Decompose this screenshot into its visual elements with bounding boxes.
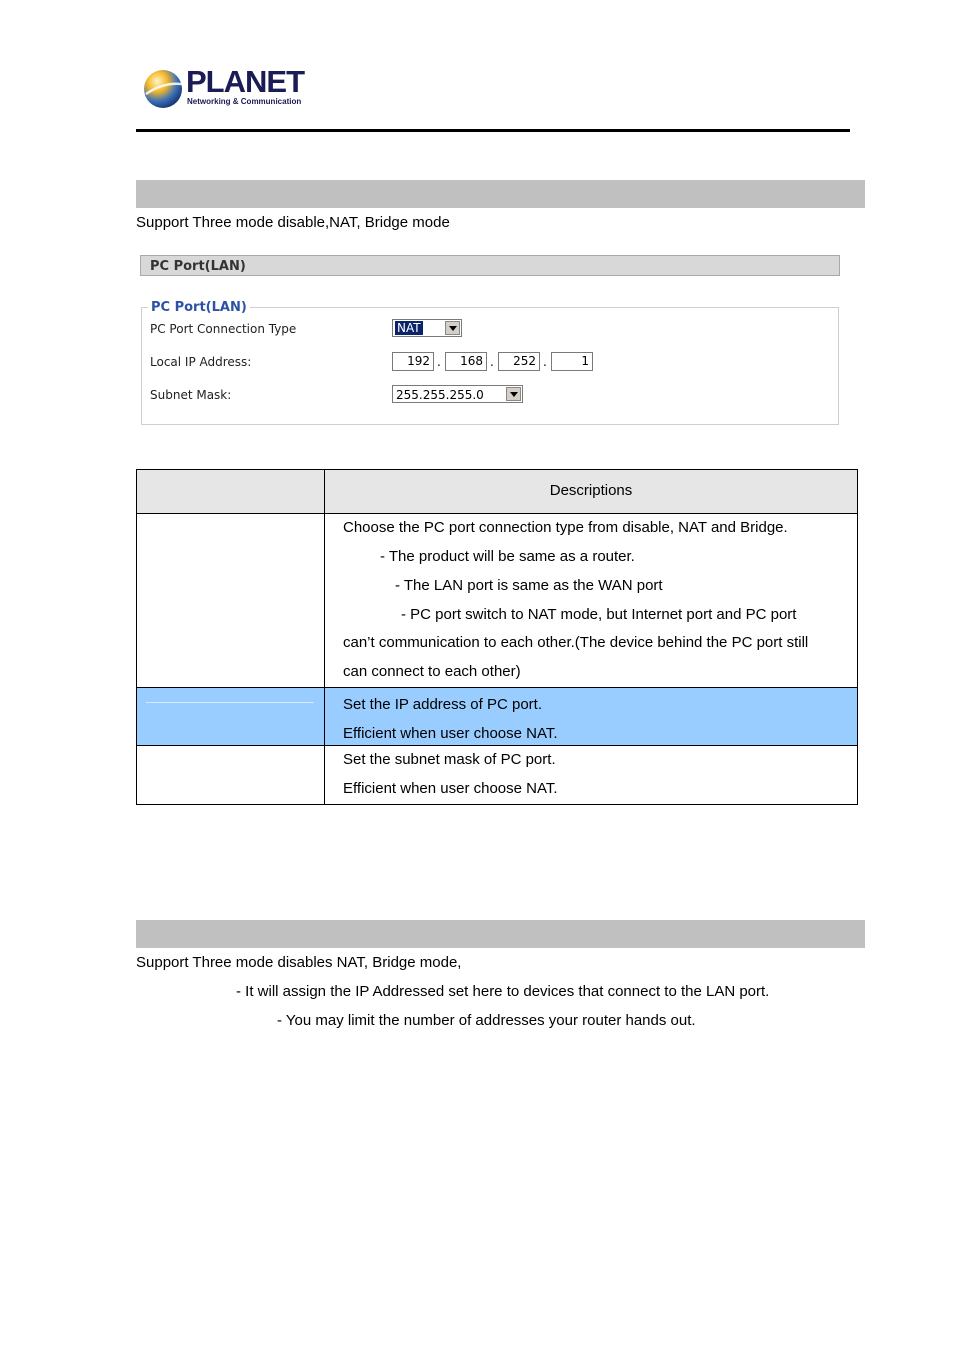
ip-octet-4[interactable]: 1: [551, 352, 593, 371]
table-border-top: [136, 469, 858, 470]
brand-name: PLANET: [186, 64, 304, 99]
section-heading-bar: [136, 920, 865, 948]
panel-title: PC Port(LAN): [140, 255, 840, 276]
connection-type-value: NAT: [397, 321, 421, 335]
section-intro: Support Three mode disable,NAT, Bridge mode: [136, 214, 450, 231]
table-column-divider: [324, 469, 325, 805]
table-border: [136, 513, 858, 514]
table-border-right: [857, 469, 858, 805]
section-text-line: - You may limit the number of addresses your router hands out.: [277, 1012, 696, 1029]
table-cell-line: - The product will be same as a router.: [380, 548, 635, 565]
section-text-line: - It will assign the IP Addressed set here to devices that connect to the LAN port.: [236, 983, 770, 1000]
table-cell-line: - The LAN port is same as the WAN port: [395, 577, 663, 594]
ip-separator: .: [543, 355, 547, 369]
globe-icon: [142, 68, 184, 110]
table-cell-line: Choose the PC port connection type from disable, NAT and Bridge.: [343, 519, 788, 536]
subnet-select[interactable]: [392, 385, 523, 403]
table-border: [136, 745, 858, 746]
table-border-left: [136, 469, 137, 805]
brand-tagline: Networking & Communication: [187, 97, 302, 106]
section-heading-bar: [136, 180, 865, 208]
ip-octet-3[interactable]: 252: [498, 352, 540, 371]
subnet-label: Subnet Mask:: [150, 388, 232, 402]
ip-separator: .: [437, 355, 441, 369]
ip-octet-1[interactable]: 192: [392, 352, 434, 371]
section-intro: Support Three mode disables NAT, Bridge mode,: [136, 954, 462, 971]
fieldset-legend: PC Port(LAN): [148, 300, 250, 315]
dropdown-arrow-icon[interactable]: [506, 387, 521, 401]
connection-type-select[interactable]: [392, 319, 462, 337]
highlight-stripe: [146, 702, 314, 703]
local-ip-label: Local IP Address:: [150, 355, 252, 369]
table-cell-line: Efficient when user choose NAT.: [343, 780, 558, 797]
connection-type-label: PC Port Connection Type: [150, 322, 297, 336]
ip-separator: .: [490, 355, 494, 369]
table-border: [136, 687, 858, 688]
table-cell-line: Set the IP address of PC port.: [343, 696, 542, 713]
table-cell-line: can’t communication to each other.(The device behind the PC port still: [343, 634, 809, 651]
table-border-bottom: [136, 804, 858, 805]
table-header-descriptions: Descriptions: [549, 482, 633, 499]
table-cell-line: Efficient when user choose NAT.: [343, 725, 558, 742]
subnet-value: 255.255.255.0: [396, 388, 484, 402]
dropdown-arrow-icon[interactable]: [445, 321, 460, 335]
table-cell-line: can connect to each other): [343, 663, 521, 680]
ip-octet-2[interactable]: 168: [445, 352, 487, 371]
table-cell-line: - PC port switch to NAT mode, but Internet port and PC port: [401, 606, 797, 623]
header-rule: [136, 129, 850, 132]
table-cell-line: Set the subnet mask of PC port.: [343, 751, 556, 768]
